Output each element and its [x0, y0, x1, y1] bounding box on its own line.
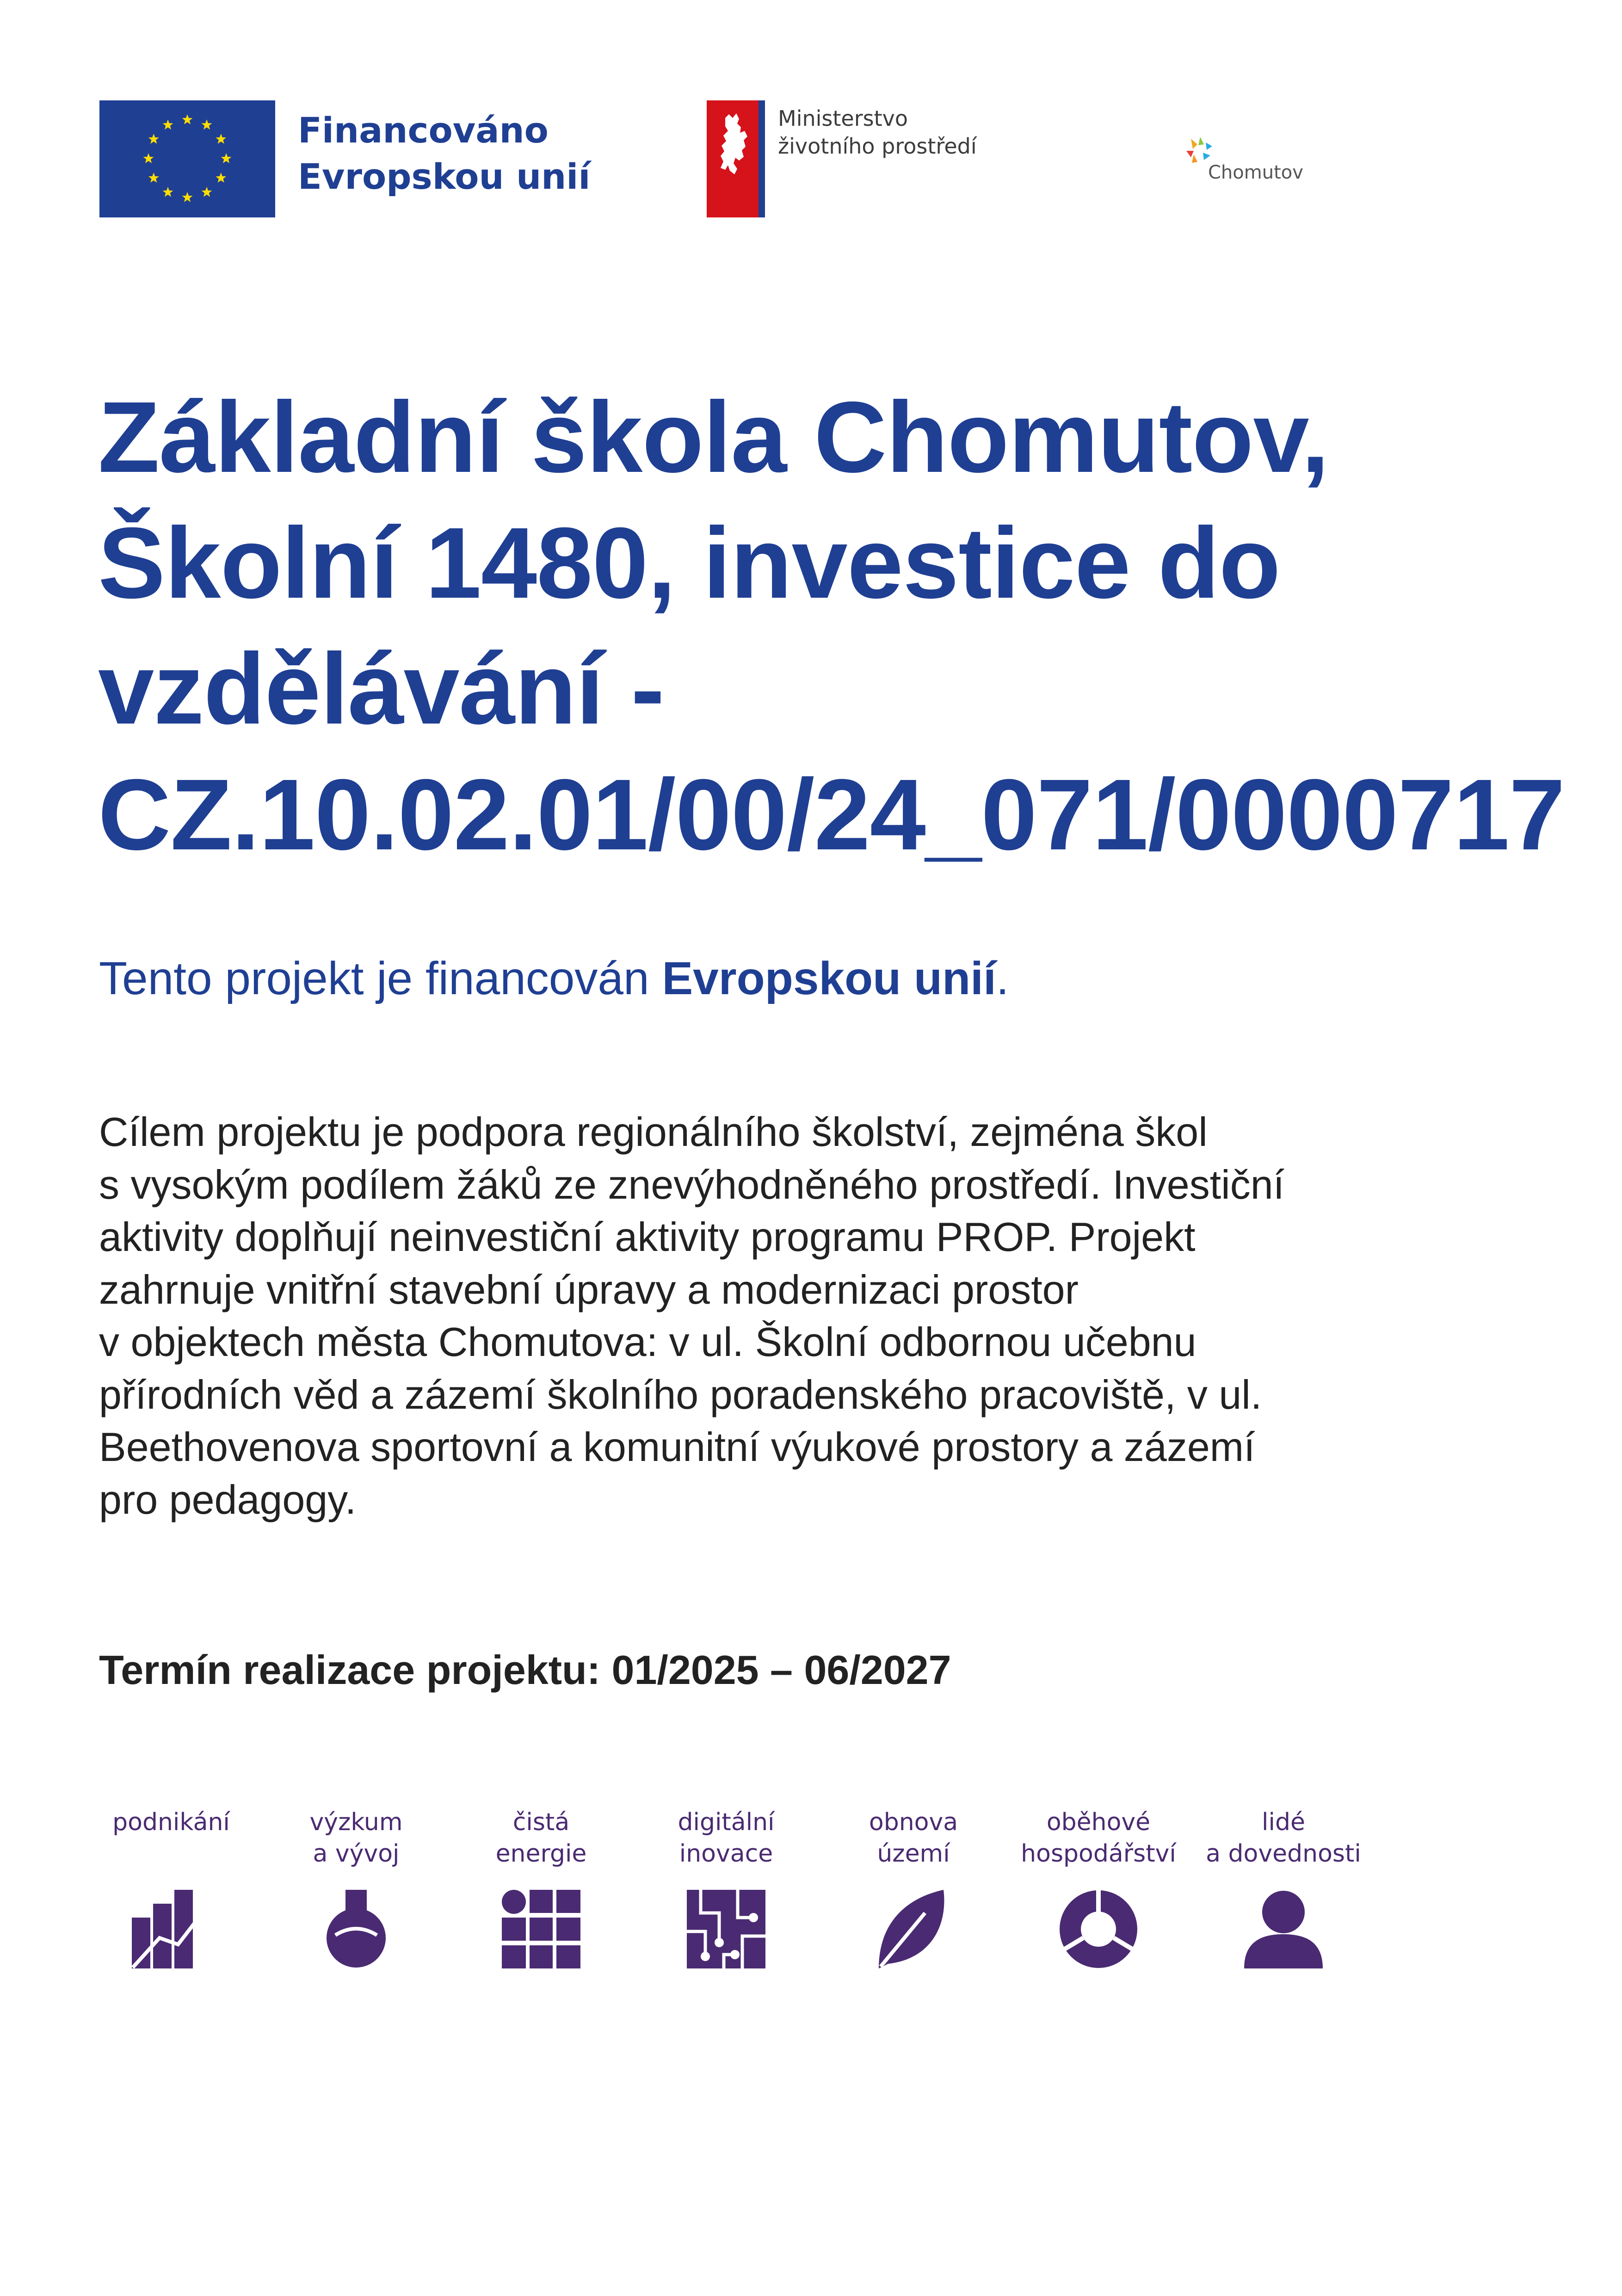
title-line-3: vzdělávání - [98, 633, 664, 745]
theme-label [439, 1807, 643, 1869]
title-line-2: Školní 1480, investice do [98, 507, 1280, 619]
theme-label [812, 1807, 1015, 1869]
theme-label-line-1: lidé [1262, 1808, 1305, 1836]
theme-label-line-2: a vývoj [313, 1840, 400, 1868]
description-line: aktivity doplňují neinvestiční aktivity programu PROP. Projekt [99, 1214, 1196, 1260]
description-line: s vysokým podílem žáků ze znevýhodněného prostředí. Investiční [99, 1161, 1285, 1207]
ministry-logo-line-1: Ministerstvo [778, 106, 908, 131]
business-chart-icon [132, 1890, 210, 1968]
theme-label-line-2: území [877, 1840, 950, 1868]
title-line-1: Základní škola Chomutov, [98, 381, 1329, 494]
theme-circular-economy [997, 1807, 1200, 2005]
description-line: Cílem projektu je podpora regionálního školství, zejména škol [99, 1109, 1208, 1155]
description-line: v objektech města Chomutova: v ul. Školní odbornou učebnu [99, 1319, 1196, 1365]
theme-research [254, 1807, 458, 2005]
theme-clean-energy [439, 1807, 643, 2005]
description-line: zahrnuje vnitřní stavební úpravy a modernizaci prostor [99, 1266, 1079, 1312]
project-description [99, 1106, 1284, 1526]
theme-label-line-1: digitální [678, 1808, 775, 1836]
theme-label-line-2: hospodářství [1021, 1840, 1176, 1868]
ministry-logo-text [778, 105, 977, 160]
theme-label-line-1: výzkum [309, 1808, 403, 1836]
eu-logo-line-1: Financováno [298, 110, 549, 151]
theme-label [69, 1807, 273, 1838]
eu-flag-logo [99, 100, 275, 217]
chomutov-city-name: Chomutov [1208, 162, 1303, 183]
theme-label-line-1: obnova [869, 1808, 958, 1836]
solar-panel-icon [502, 1890, 580, 1968]
theme-label-line-2: a dovednosti [1206, 1840, 1361, 1868]
recycle-cycle-icon [1059, 1890, 1138, 1968]
funding-emphasis: Evropskou unií [662, 953, 996, 1004]
theme-label-line-2: energie [495, 1840, 587, 1868]
flask-icon [317, 1890, 395, 1968]
theme-label [254, 1807, 458, 1869]
funding-suffix: . [996, 953, 1009, 1004]
leaf-icon [874, 1890, 953, 1968]
policy-themes-row [0, 1807, 1622, 2005]
circuit-icon [687, 1890, 765, 1968]
theme-people-skills [1182, 1807, 1385, 2005]
description-line: přírodních věd a zázemí školního poradenského pracoviště, v ul. [99, 1371, 1262, 1417]
theme-label [624, 1807, 828, 1869]
eu-funding-logo-text [298, 107, 590, 200]
ministry-logo-line-2: životního prostředí [778, 134, 977, 159]
theme-label-line-2: inovace [679, 1840, 773, 1868]
funding-statement [99, 948, 1009, 1009]
project-timeline: Termín realizace projektu: 01/2025 – 06/2027 [99, 1647, 951, 1693]
eu-logo-line-2: Evropskou unií [298, 156, 591, 197]
theme-business [69, 1807, 273, 2005]
theme-label-line-1: čistá [512, 1808, 570, 1836]
theme-label-line-1: podnikání [112, 1808, 230, 1836]
person-icon [1244, 1890, 1323, 1968]
project-title [98, 375, 1565, 878]
funding-prefix: Tento projekt je financován [99, 953, 662, 1004]
theme-label-line-1: oběhové [1046, 1808, 1151, 1836]
description-line: Beethovenova sportovní a komunitní výukové prostory a zázemí [99, 1424, 1255, 1470]
theme-label [997, 1807, 1200, 1869]
title-line-4: CZ.10.02.01/00/24_071/0000717 [98, 759, 1565, 871]
theme-label [1182, 1807, 1385, 1869]
description-line: pro pedagogy. [99, 1476, 357, 1522]
ministry-lion-emblem-icon [707, 100, 765, 217]
theme-digital-innovation [624, 1807, 828, 2005]
theme-territorial-renewal [812, 1807, 1015, 2005]
